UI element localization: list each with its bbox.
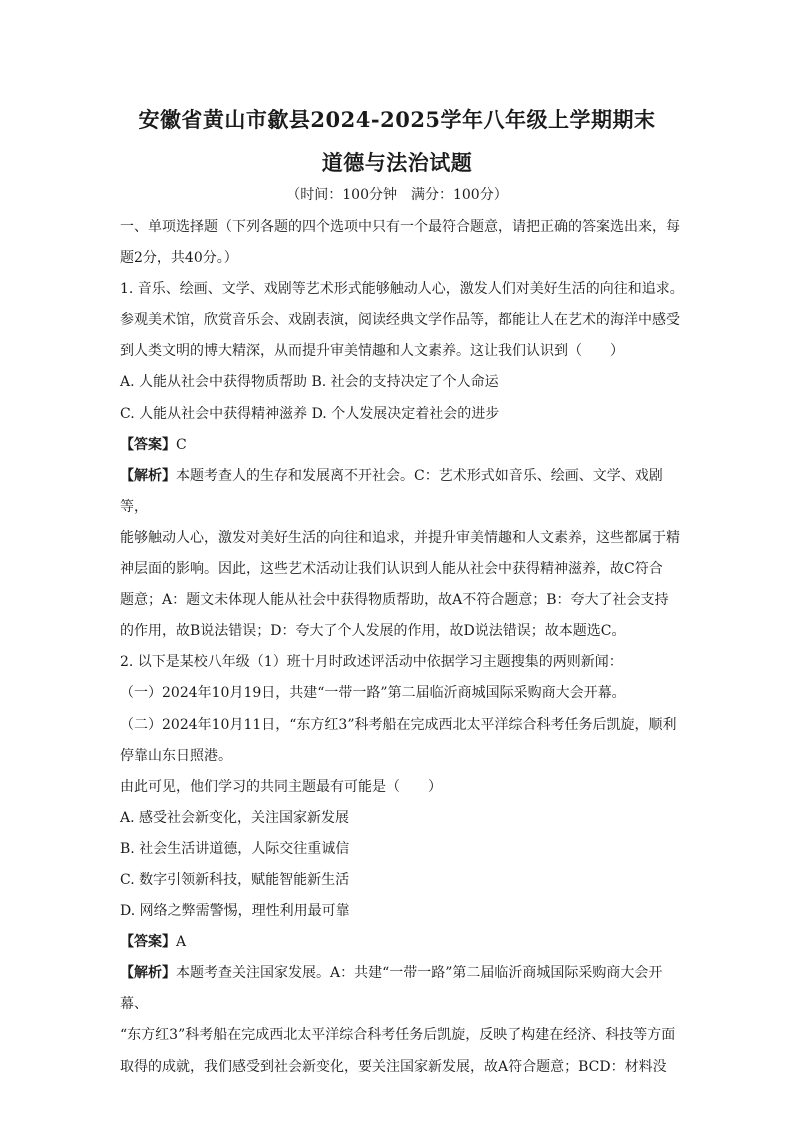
question-1-analysis-continued: 的作用，故B说法错误；D：夸大了个人发展的作用，故D说法错误；故本题选C。 — [120, 623, 626, 640]
answer-label: 【答案】 — [120, 934, 176, 951]
question-1-stem-continued: 参观美术馆，欣赏音乐会、戏剧表演，阅读经典文学作品等，都能让人在艺术的海洋中感受 — [120, 312, 680, 329]
question-2-analysis-continued: “东方红3”科考船在完成西北太平洋综合科考任务后凯旋，反映了构建在经济、科技等方面 — [120, 1027, 676, 1044]
question-1-answer — [120, 430, 690, 461]
question-2-stem: 2. 以下是某校八年级（1）班十月时政述评活动中依据学习主题搜集的两则新闻： — [120, 654, 623, 671]
question-2-question: 由此可见，他们学习的共同主题最有可能是（ ） — [120, 778, 442, 795]
question-1-options-ab: A. 人能从社会中获得物质帮助 B. 社会的支持决定了个人命运 — [120, 374, 499, 391]
question-1-options-cd: C. 人能从社会中获得精神滋养 D. 个人发展决定着社会的进步 — [120, 405, 500, 422]
question-2-option-b: B. 社会生活讲道德，人际交往重诚信 — [120, 840, 350, 857]
section-heading-continued: 题2分，共40分。） — [120, 250, 238, 267]
answer-label: 【答案】 — [120, 436, 176, 453]
document-subject-title: 道德与法治试题 — [321, 150, 473, 175]
question-1-stem-continued: 到人类文明的博大精深，从而提升审美情趣和人文素养。这让我们认识到（ ） — [120, 343, 624, 360]
answer-value: C — [176, 436, 187, 453]
question-2-news-2: （二）2024年10月11日，“东方红3”科考船在完成西北太平洋综合科考任务后凯旋，顺利 — [120, 716, 677, 733]
analysis-text: 本题考查人的生存和发展离不开社会。C：艺术形式如音乐、绘画、文学、戏剧等， — [120, 467, 663, 515]
analysis-text: 本题考查关注国家发展。A：共建“一带一路”第二届临沂商城国际采购商大会开幕、 — [120, 965, 663, 1013]
question-2-option-a: A. 感受社会新变化，关注国家新发展 — [120, 809, 350, 826]
question-2-option-c: C. 数字引领新科技，赋能智能新生活 — [120, 871, 350, 888]
answer-value: A — [176, 934, 187, 951]
question-1-stem: 1. 音乐、绘画、文学、戏剧等艺术形式能够触动人心，激发人们对美好生活的向往和追求。 — [120, 281, 684, 298]
section-heading: 一、单项选择题（下列各题的四个选项中只有一个最符合题意，请把正确的答案选出来，每 — [120, 219, 680, 235]
analysis-label: 【解析】 — [120, 965, 176, 982]
document-title: 安徽省黄山市歙县2024-2025学年八年级上学期期末 — [138, 107, 656, 132]
question-1-analysis-continued: 能够触动人心，激发对美好生活的向往和追求，并提升审美情趣和人文素养，这些都属于精 — [120, 529, 680, 546]
document-body — [120, 212, 690, 1083]
analysis-label: 【解析】 — [120, 467, 176, 484]
question-2-answer — [120, 927, 690, 958]
exam-info: （时间：100分钟 满分：100分） — [286, 187, 508, 203]
question-2-news-2-continued: 停靠山东日照港。 — [120, 747, 232, 764]
question-1-analysis-continued: 神层面的影响。因此，这些艺术活动让我们认识到人能从社会中获得精神滋养，故C符合 — [120, 561, 663, 578]
question-2-option-d: D. 网络之弊需警惕，理性利用最可靠 — [120, 903, 350, 920]
question-2-analysis — [120, 958, 690, 1020]
question-1-analysis — [120, 461, 690, 523]
question-2-news-1: （一）2024年10月19日，共建“一带一路”第二届临沂商城国际采购商大会开幕。 — [120, 685, 626, 702]
question-2-analysis-continued: 取得的成就，我们感受到社会新变化，要关注国家新发展，故A符合题意；BCD：材料没 — [120, 1058, 667, 1075]
question-1-analysis-continued: 题意；A：题文未体现人能从社会中获得物质帮助，故A不符合题意；B：夸大了社会支持 — [120, 592, 669, 609]
